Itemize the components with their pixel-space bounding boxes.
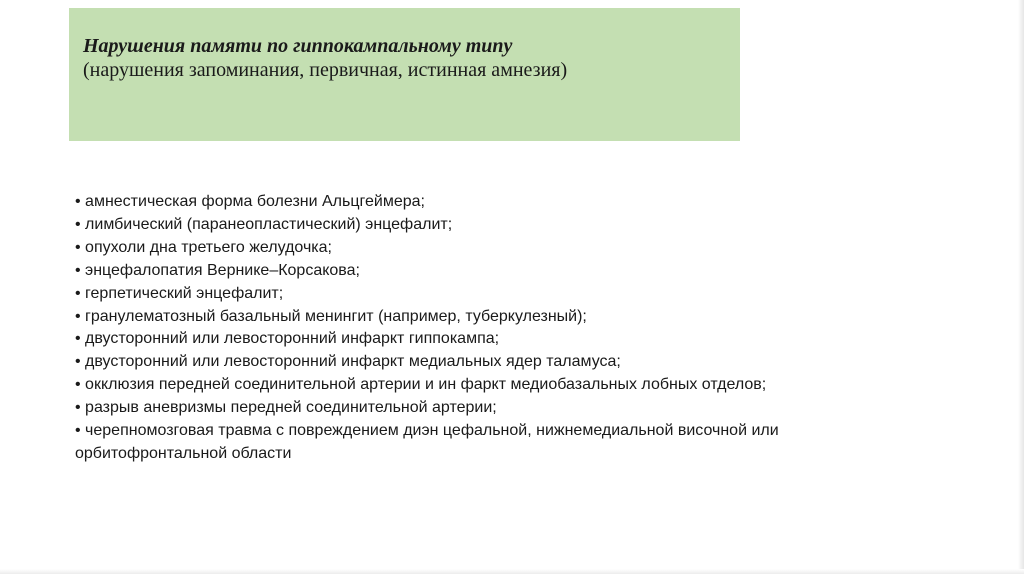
list-item: • черепномозговая травма с повреждением диэн цефальной, нижнемедиальной височной или	[75, 422, 779, 440]
page-edge-shadow	[1018, 0, 1024, 574]
list-item: • лимбический (паранеопластический) энцефалит;	[75, 215, 453, 233]
list-item: • окклюзия передней соединительной артерии и ин фаркт медиобазальных лобных отделов;	[75, 376, 767, 394]
slide-title: Нарушения памяти по гиппокампальному типу	[83, 35, 513, 57]
list-item: • опухоли дна третьего желудочка;	[75, 238, 332, 256]
list-item: • энцефалопатия Вернике–Корсакова;	[75, 261, 360, 279]
list-item: • разрыв аневризмы передней соединительной артерии;	[75, 399, 497, 417]
list-item: • герпетический энцефалит;	[75, 284, 284, 302]
list-item: • двусторонний или левосторонний инфаркт гиппокампа;	[75, 330, 500, 348]
list-item: • двусторонний или левосторонний инфаркт медиальных ядер таламуса;	[75, 353, 621, 371]
slide-subtitle: (нарушения запоминания, первичная, истинная амнезия)	[83, 59, 568, 81]
list-item: • гранулематозный базальный менингит (например, туберкулезный);	[75, 307, 587, 325]
list-item: • амнестическая форма болезни Альцгеймера;	[75, 193, 425, 210]
title-box	[69, 8, 740, 141]
list-item: орбитофронтальной области	[75, 444, 292, 462]
page-bottom-shadow	[0, 569, 1024, 574]
cause-list	[75, 191, 975, 466]
